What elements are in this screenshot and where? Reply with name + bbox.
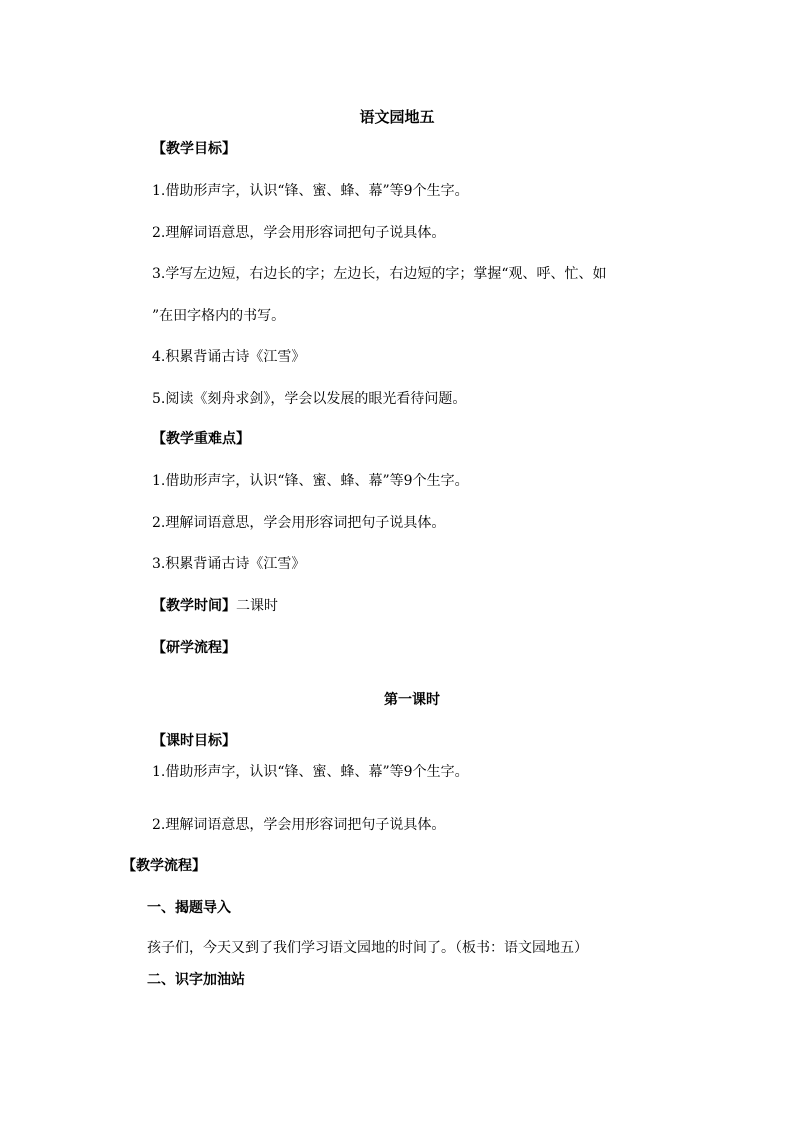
goal-item-1: 1.借助形声字，认识“锋、蜜、蜂、幕”等9个生字。 [152,183,469,199]
goal-item-3-continued: ”在田字格内的书写。 [152,308,286,324]
time-line [152,597,278,615]
key-point-item-3: 3.积累背诵古诗《江雪》 [152,556,306,572]
goal-item-2: 2.理解词语意思，学会用形容词把句子说具体。 [152,225,446,241]
time-heading: 【教学时间】 [152,598,236,614]
goal-item-4: 4.积累背诵古诗《江雪》 [152,349,306,365]
goal-item-5: 5.阅读《刻舟求剑》，学会以发展的眼光看待问题。 [152,391,467,407]
lesson-goal-item-2: 2.理解词语意思，学会用形容词把句子说具体。 [152,817,446,833]
time-value: 二课时 [236,598,278,614]
process-heading: 【研学流程】 [152,640,236,656]
key-point-item-1: 1.借助形声字，认识“锋、蜜、蜂、幕”等9个生字。 [152,473,469,489]
step-one-heading: 一、揭题导入 [147,900,231,916]
teaching-process-heading: 【教学流程】 [122,858,206,874]
step-two-heading: 二、识字加油站 [147,972,245,988]
document-title: 语文园地五 [359,108,435,126]
lesson-one-title: 第一课时 [384,692,440,708]
goal-item-3: 3.学写左边短，右边长的字；左边长，右边短的字；掌握“观、呼、忙、如 [152,266,607,282]
key-points-heading: 【教学重难点】 [152,431,250,447]
step-one-text: 孩子们，今天又到了我们学习语文园地的时间了。（板书：语文园地五） [147,940,588,956]
goals-heading: 【教学目标】 [152,141,236,157]
lesson-goals-heading: 【课时目标】 [152,733,236,749]
key-point-item-2: 2.理解词语意思，学会用形容词把句子说具体。 [152,515,446,531]
lesson-goal-item-1: 1.借助形声字，认识“锋、蜜、蜂、幕”等9个生字。 [152,764,469,780]
